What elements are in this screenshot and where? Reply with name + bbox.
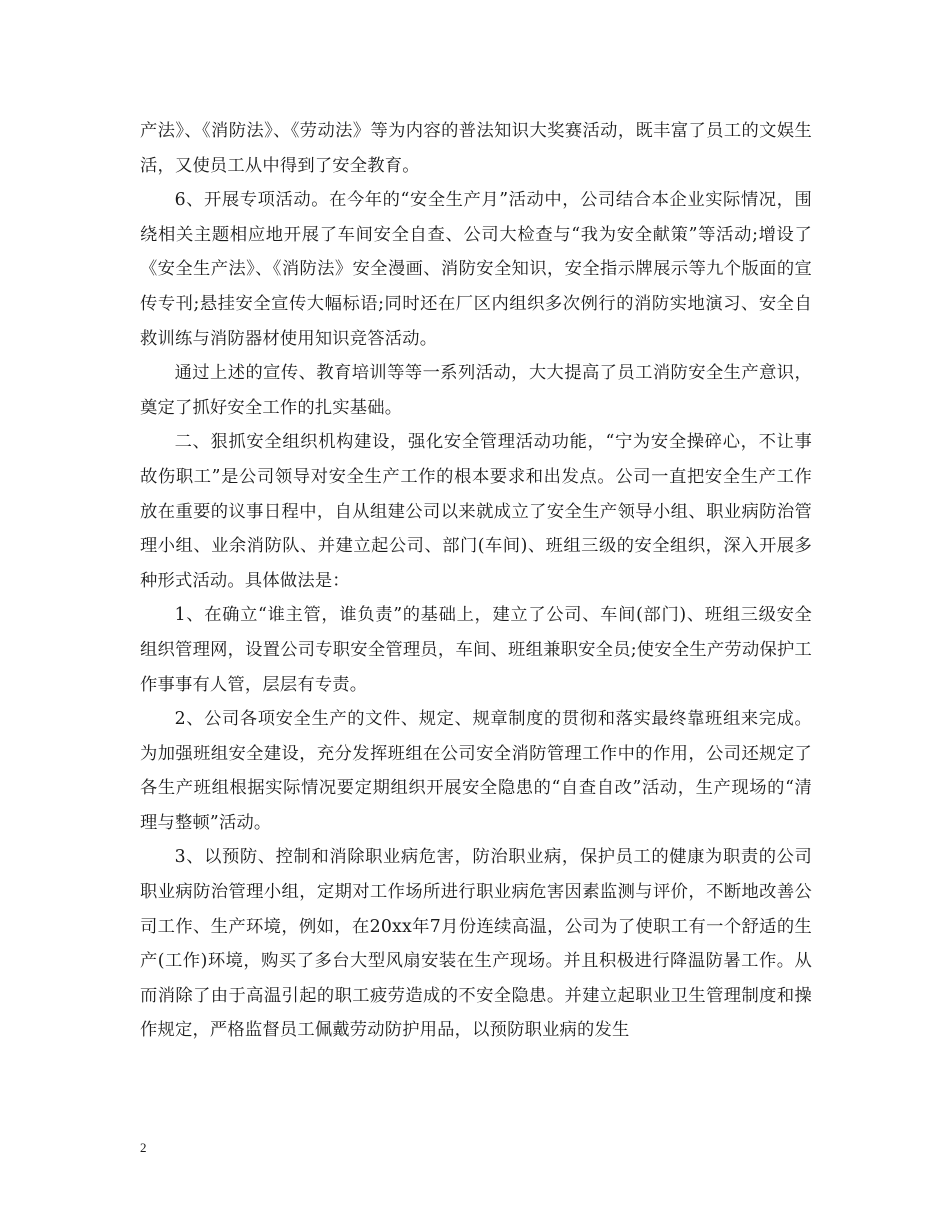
paragraph-item-6: 6、开展专项活动。在今年的“安全生产月”活动中，公司结合本企业实际情况，围绕相关主题相应地开展了车间安全自查、公司大检查与“我为安全献策”等活动;增设了《安全生产法》、《消防法》安全漫画、消防安全知识，安全指示牌展示等九个版面的宣传专刊;悬挂安全宣传大幅标语;同时还在厂区内组织多次例行的消防实地演习、安全自救训练与消防器材使用知识竞答活动。 — [140, 190, 812, 349]
paragraph-continuation: 产法》、《消防法》、《劳动法》等为内容的普法知识大奖赛活动，既丰富了员工的文娱生活，又使员工从中得到了安全教育。 — [140, 121, 812, 176]
paragraph-item-2: 2、公司各项安全生产的文件、规定、规章制度的贯彻和落实最终靠班组来完成。为加强班组安全建设，充分发挥班组在公司安全消防管理工作中的作用，公司还规定了各生产班组根据实际情况要定期组织开展安全隐患的“自查自改”活动，生产现场的“清理与整顿”活动。 — [140, 709, 812, 833]
document-body — [140, 114, 812, 1048]
page-number: 2 — [140, 1140, 147, 1155]
paragraph-section-2: 二、狠抓安全组织机构建设，强化安全管理活动功能，“宁为安全操碎心，不让事故伤职工”是公司领导对安全生产工作的根本要求和出发点。公司一直把安全生产工作放在重要的议事日程中，自从组建公司以来就成立了安全生产领导小组、职业病防治管理小组、业余消防队、并建立起公司、部门(车间)、班组三级的安全组织，深入开展多种形式活动。具体做法是： — [140, 432, 812, 591]
paragraph-item-3: 3、以预防、控制和消除职业病危害，防治职业病，保护员工的健康为职责的公司职业病防治管理小组，定期对工作场所进行职业病危害因素监测与评价，不断地改善公司工作、生产环境，例如，在20xx年7月份连续高温，公司为了使职工有一个舒适的生产(工作)环境，购买了多台大型风扇安装在生产现场。并且积极进行降温防暑工作。从而消除了由于高温引起的职工疲劳造成的不安全隐患。并建立起职业卫生管理制度和操作规定，严格监督员工佩戴劳动防护用品，以预防职业病的发生 — [140, 847, 812, 1041]
paragraph-item-1: 1、在确立“谁主管，谁负责”的基础上，建立了公司、车间(部门)、班组三级安全组织管理网，设置公司专职安全管理员，车间、班组兼职安全员;使安全生产劳动保护工作事事有人管，层层有专责。 — [140, 605, 812, 695]
paragraph-summary: 通过上述的宣传、教育培训等等一系列活动，大大提高了员工消防安全生产意识，奠定了抓好安全工作的扎实基础。 — [140, 363, 812, 418]
